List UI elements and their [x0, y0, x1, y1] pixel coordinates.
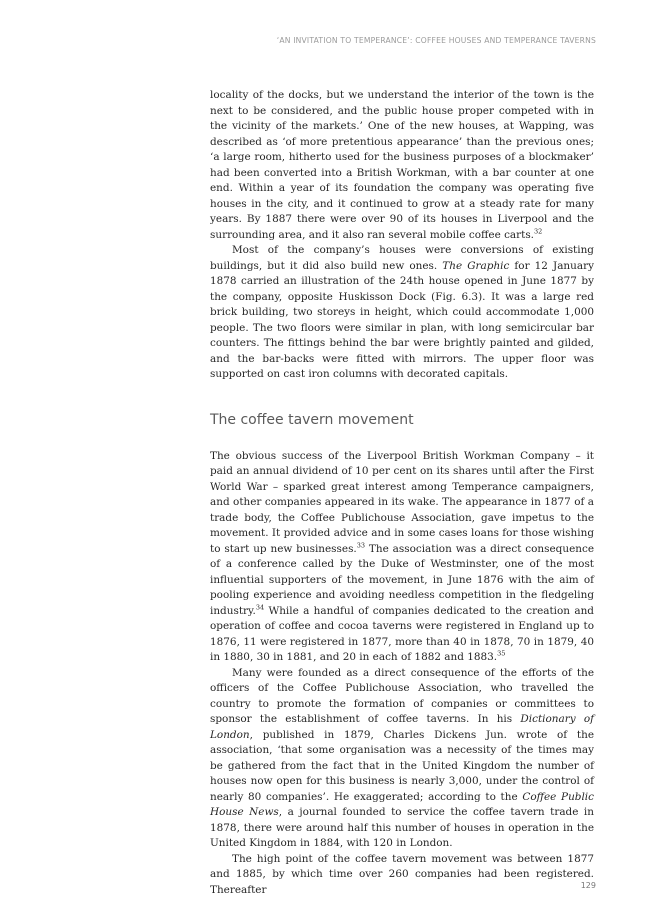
italic-title: The Graphic	[442, 259, 510, 272]
paragraph-text: , published in 1879, Charles Dickens Jun. wrote of the association, ‘that some organisation was a necessity of the times may be gathered from the fact that in the United Kingdom the number of houses now open for this business is nearly 3,000, under the control of nearly 80 companies’. He exaggerated; according to the	[210, 728, 594, 803]
paragraph-text: The association was a direct consequence of a conference called by the Duke of Westminster, one of the most influential supporters of the movement, in June 1876 with the aim of pooling experience and avoiding needless competition in the fledgeling industry.	[210, 542, 594, 617]
page-number: 129	[580, 881, 596, 890]
paragraph-text: , a journal founded to service the coffee tavern trade in 1878, there were around half this number of houses in operation in the United Kingdom in 1884, with 120 in London.	[210, 806, 594, 849]
paragraph-text: locality of the docks, but we understand the interior of the town is the next to be considered, and the public house proper competed with in the vicinity of the markets.’ One of the new houses, at Wapping, was described as ‘of more pretentious appearance’ than the previous ones; ‘a large room, hitherto used for the business purposes of a blockmaker’ had been converted into a British Workman, with a bar counter at one end. Within a year of its foundation the company was operating five houses in the city, and it continued to grow at a steady rate for many years. By 1887 there were over 90 of its houses in Liverpool and the surrounding area, and it also ran several mobile coffee carts.	[210, 89, 594, 241]
paragraphs-after-heading	[210, 449, 594, 899]
footnote-ref: 33	[356, 541, 366, 550]
paragraph-text: Most of the company’s houses were conversions of existing buildings, but it did also build new ones.	[210, 244, 594, 272]
paragraphs-before-heading	[210, 88, 594, 383]
paragraph-text: Many were founded as a direct consequence of the efforts of the officers of the Coffee Publichouse Association, who travelled the country to promote the formation of companies or committees to sponsor the establishment of coffee taverns. In his	[210, 666, 594, 725]
italic-title: Dictionary of London	[210, 713, 594, 741]
body-paragraph	[210, 88, 594, 243]
footnote-ref: 35	[497, 649, 506, 658]
body-paragraph	[210, 449, 594, 666]
paragraph-text: for 12 January 1878 carried an illustration of the 24th house opened in June 1877 by the company, opposite Huskisson Dock (Fig. 6.3). It was a large red brick building, two storeys in height, which could accommodate 1,000 people. The two floors were similar in plan, with long semicircular bar counters. The fittings behind the bar were brightly painted and gilded, and the bar-backs were fitted with mirrors. The upper floor was supported on cast iron columns with decorated capitals.	[210, 259, 594, 380]
body-paragraph	[210, 666, 594, 852]
paragraph-text: While a handful of companies dedicated to the creation and operation of coffee and cocoa taverns were registered in England up to 1876, 11 were registered in 1877, more than 40 in 1878, 70 in 1879, 40 in 1880, 30 in 1881, and 20 in each of 1882 and 1883.	[210, 604, 594, 663]
main-text-column	[210, 88, 594, 898]
footnote-ref: 34	[255, 603, 265, 612]
section-heading: The coffee tavern movement	[210, 411, 414, 428]
paragraph-text: The high point of the coffee tavern movement was between 1877 and 1885, by which time over 260 companies had been registered. Thereafter	[210, 852, 594, 896]
body-paragraph	[210, 852, 594, 899]
footnote-ref: 32	[534, 227, 543, 236]
italic-title: Coffee Public House News	[210, 790, 594, 818]
paragraph-text: The obvious success of the Liverpool British Workman Company – it paid an annual dividend of 10 per cent on its shares until after the First World War – sparked great interest among Temperance campaigners, and other companies appeared in its wake. The appearance in 1877 of a trade body, the Coffee Publichouse Association, gave impetus to the movement. It provided advice and in some cases loans for those wishing to start up new businesses.	[210, 449, 594, 555]
body-paragraph	[210, 243, 594, 383]
running-head: ‘AN INVITATION TO TEMPERANCE’: COFFEE HOUSES AND TEMPERANCE TAVERNS	[276, 36, 596, 45]
